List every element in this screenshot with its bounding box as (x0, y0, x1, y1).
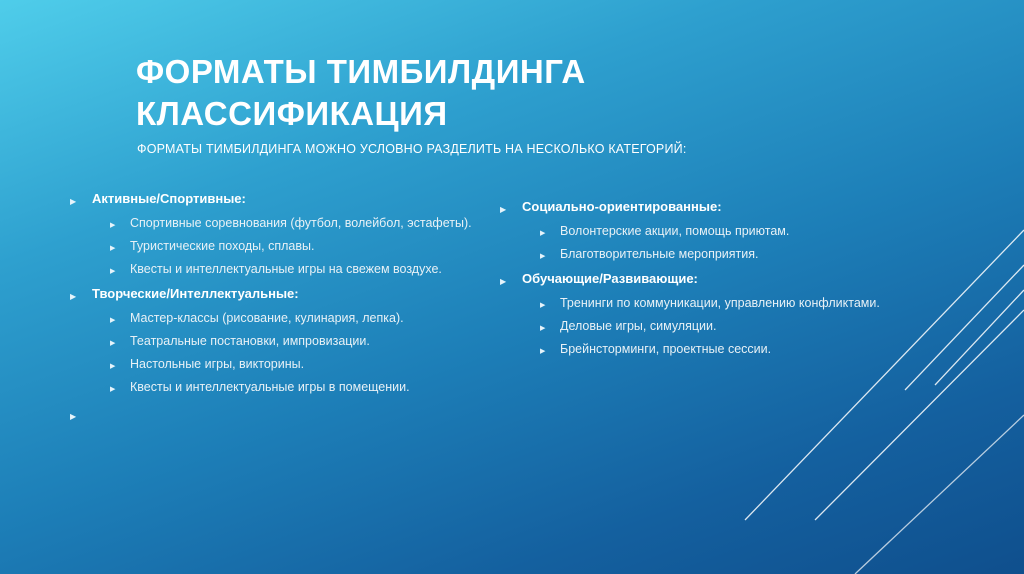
list-item-text: Мастер-классы (рисование, кулинария, лепка). (130, 311, 404, 325)
list-item-text: Благотворительные мероприятия. (560, 247, 759, 261)
list-item-text: Театральные постановки, импровизации. (130, 334, 370, 348)
category-creative-intellectual (70, 286, 490, 302)
title-line-2: КЛАССИФИКАЦИЯ (136, 95, 448, 132)
bullet-triangle-icon: ▶ (540, 348, 546, 355)
list-item-text: Волонтерские акции, помощь приютам. (560, 224, 790, 238)
category-label: Активные/Спортивные: (92, 191, 246, 206)
bullet-triangle-icon: ▶ (110, 317, 116, 324)
bullet-triangle-icon: ▶ (110, 386, 116, 393)
list-item (70, 217, 490, 230)
list-item (70, 240, 490, 253)
list-item-text: Квесты и интеллектуальные игры в помещении. (130, 380, 410, 394)
bullet-triangle-icon: ▶ (540, 253, 546, 260)
list-item (500, 248, 880, 261)
bullet-triangle-icon: ▶ (500, 205, 507, 214)
title-line-1: ФОРМАТЫ ТИМБИЛДИНГА (136, 53, 586, 90)
bullet-triangle-icon: ▶ (540, 230, 546, 237)
list-item (70, 335, 490, 348)
list-item-text: Туристические походы, сплавы. (130, 239, 315, 253)
bullet-triangle-icon: ▶ (110, 268, 116, 275)
category-label: Творческие/Интеллектуальные: (92, 286, 299, 301)
decor-line (855, 415, 1024, 574)
list-item (70, 358, 490, 371)
category-active-sport (70, 191, 490, 207)
left-column (70, 191, 490, 421)
list-item (70, 381, 490, 394)
list-item-text: Брейнсторминги, проектные сессии. (560, 342, 772, 356)
list-item-text: Квесты и интеллектуальные игры на свежем воздухе. (130, 262, 442, 276)
bullet-triangle-icon: ▶ (110, 222, 116, 229)
bullet-triangle-icon: ▶ (500, 277, 507, 286)
bullet-triangle-icon: ▶ (540, 325, 546, 332)
slide-title (136, 51, 586, 135)
slide-subtitle: ФОРМАТЫ ТИМБИЛДИНГА МОЖНО УСЛОВНО РАЗДЕЛИТЬ НА НЕСКОЛЬКО КАТЕГОРИЙ: (137, 142, 687, 156)
bullet-triangle-icon: ▶ (110, 363, 116, 370)
list-item (500, 297, 880, 310)
list-item (500, 343, 880, 356)
list-item-text: Тренинги по коммуникации, управлению конфликтами. (560, 296, 880, 310)
category-label: Социально-ориентированные: (522, 199, 722, 214)
bullet-triangle-icon: ▶ (70, 292, 77, 301)
right-column (500, 199, 880, 366)
category-educational (500, 271, 880, 287)
category-social (500, 199, 880, 215)
list-item (500, 225, 880, 238)
bullet-triangle-icon: ▶ (110, 245, 116, 252)
list-item (500, 320, 880, 333)
bullet-triangle-icon: ▶ (70, 197, 77, 206)
list-item-text: Деловые игры, симуляции. (560, 319, 717, 333)
bullet-triangle-icon: ▶ (110, 340, 116, 347)
bullet-triangle-icon: ▶ (70, 412, 77, 421)
list-item (70, 263, 490, 276)
bullet-triangle-icon: ▶ (540, 302, 546, 309)
list-item-text: Спортивные соревнования (футбол, волейбол, эстафеты). (130, 216, 472, 230)
category-label: Обучающие/Развивающие: (522, 271, 698, 286)
decor-line (935, 290, 1024, 385)
list-item-text: Настольные игры, викторины. (130, 357, 305, 371)
list-item (70, 312, 490, 325)
